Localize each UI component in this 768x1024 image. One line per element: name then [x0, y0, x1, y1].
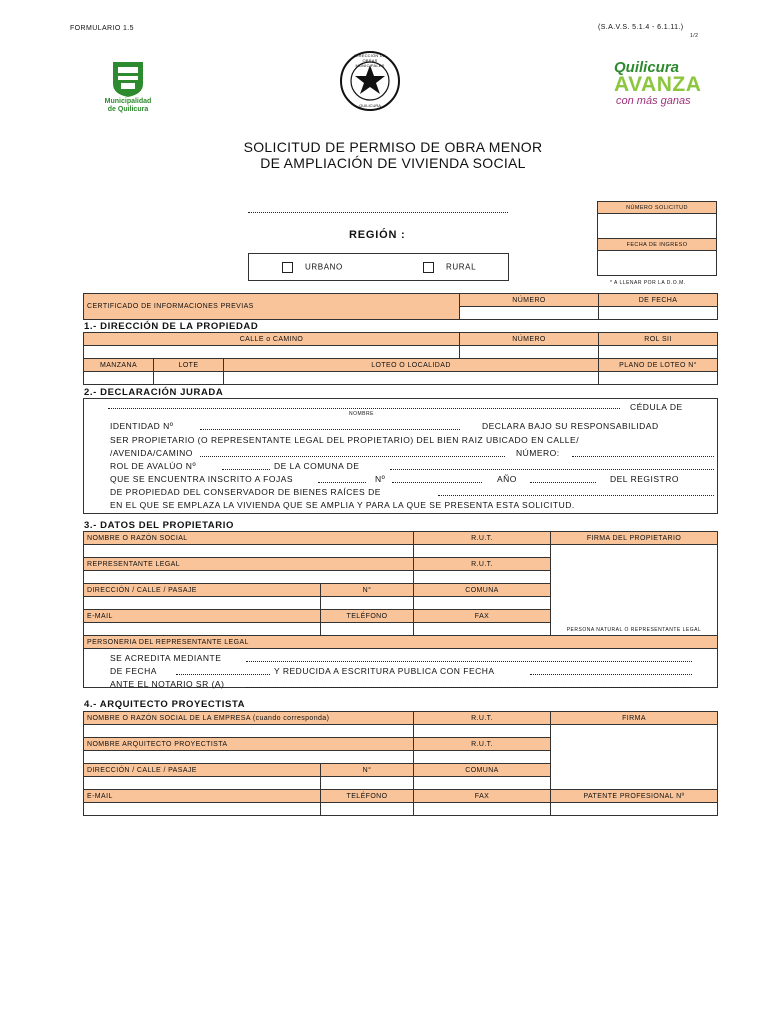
manzana-label: MANZANA	[84, 359, 154, 372]
certificado-numero-label: NÚMERO	[460, 294, 599, 307]
arq-comuna-field[interactable]	[414, 777, 551, 790]
prop-telefono-label: TELÉFONO	[321, 610, 414, 623]
fecha-ingreso-field[interactable]	[598, 251, 717, 276]
arquitecto-rut-field[interactable]	[414, 751, 551, 764]
firma-arquitecto-field[interactable]	[551, 725, 718, 790]
rol-avaluo-label: ROL DE AVALÚO Nº	[110, 461, 197, 471]
propietario-rut-label: R.U.T.	[414, 532, 551, 545]
anio-line[interactable]	[530, 482, 596, 483]
arq-direccion-field[interactable]	[84, 777, 321, 790]
certificado-fecha-label: DE FECHA	[599, 294, 718, 307]
brand-tagline: con más ganas	[616, 95, 691, 107]
notario-line[interactable]	[246, 687, 692, 688]
reducida-label: Y REDUCIDA A ESCRITURA PUBLICA CON FECHA	[274, 666, 495, 676]
numero-solicitud-label: NÚMERO SOLICITUD	[598, 202, 717, 214]
prop-fax-field[interactable]	[414, 623, 551, 636]
de-fecha-label: DE FECHA	[110, 666, 157, 676]
personeria-label: PERSONERIA DEL REPRESENTANTE LEGAL	[84, 636, 718, 649]
section-3-title: 3.- DATOS DEL PROPIETARIO	[84, 520, 234, 531]
anio-label: AÑO	[497, 474, 517, 484]
rural-label: RURAL	[446, 262, 477, 272]
declara-text: DECLARA BAJO SU RESPONSABILIDAD	[482, 421, 659, 431]
patente-label: PATENTE PROFESIONAL Nº	[551, 790, 718, 803]
arq-fax-field[interactable]	[414, 803, 551, 816]
nombre-line[interactable]	[108, 408, 620, 409]
brand-logo	[614, 60, 714, 107]
municipality-logo	[96, 60, 160, 114]
seal-top-text: DIRECCIÓN DE OBRAS MUNICIPALES	[354, 53, 386, 68]
rol-sii-field[interactable]	[599, 346, 718, 359]
arq-email-label: E-MAIL	[84, 790, 321, 803]
urbano-label: URBANO	[305, 262, 343, 272]
rol-sii-label: ROL SII	[599, 333, 718, 346]
prop-comuna-label: COMUNA	[414, 584, 551, 597]
empresa-label: NOMBRE O RAZÓN SOCIAL DE LA EMPRESA (cuando corresponda)	[84, 712, 414, 725]
propietario-rut-field[interactable]	[414, 545, 551, 558]
empresa-field[interactable]	[84, 725, 414, 738]
acredita-label: SE ACREDITA MEDIANTE	[110, 653, 222, 663]
page-title	[0, 139, 768, 171]
zone-box	[248, 253, 509, 281]
arq-email-field[interactable]	[84, 803, 321, 816]
dir-numero-field[interactable]	[460, 346, 599, 359]
page-title-line-2: DE AMPLIACIÓN DE VIVIENDA SOCIAL	[260, 155, 526, 171]
certificado-numero-field[interactable]	[460, 307, 599, 320]
firma-propietario-field[interactable]	[551, 545, 718, 636]
form-id: FORMULARIO 1.5	[70, 25, 134, 32]
arq-n-label: N°	[321, 764, 414, 777]
nombre-caption: NOMBRE	[349, 411, 374, 417]
arq-n-field[interactable]	[321, 777, 414, 790]
dom-note: * A LLENAR POR LA D.O.M.	[610, 280, 686, 286]
seal-bottom-text: QUILICURA	[359, 103, 381, 108]
dir-numero-label: NÚMERO	[460, 333, 599, 346]
urbano-option[interactable]	[282, 262, 343, 273]
identidad-line[interactable]	[200, 429, 460, 430]
prop-comuna-field[interactable]	[414, 597, 551, 610]
fojas-label: QUE SE ENCUENTRA INSCRITO A FOJAS	[110, 474, 294, 484]
numero-solicitud-field[interactable]	[598, 214, 717, 239]
lote-label: LOTE	[154, 359, 224, 372]
razon-social-field[interactable]	[84, 545, 414, 558]
de-fecha-line[interactable]	[176, 674, 270, 675]
manzana-field[interactable]	[84, 372, 154, 385]
prop-direccion-label: DIRECCIÓN / CALLE / PASAJE	[84, 584, 321, 597]
prop-email-field[interactable]	[84, 623, 321, 636]
arq-comuna-label: COMUNA	[414, 764, 551, 777]
section-1-title: 1.- DIRECCIÓN DE LA PROPIEDAD	[84, 321, 259, 332]
section-4-title: 4.- ARQUITECTO PROYECTISTA	[84, 699, 246, 710]
emplaza-text: EN EL QUE SE EMPLAZA LA VIVIENDA QUE SE AMPLIA Y PARA LA QUE SE PRESENTA ESTA SOLICITUD.	[110, 500, 575, 510]
rol-avaluo-line[interactable]	[222, 469, 270, 470]
n-label: Nº	[375, 474, 386, 484]
arq-direccion-label: DIRECCIÓN / CALLE / PASAJE	[84, 764, 321, 777]
avenida-numero-label: NÚMERO:	[516, 448, 560, 458]
firma-arquitecto-label: FIRMA	[551, 712, 718, 725]
calle-label: CALLE o CAMINO	[84, 333, 460, 346]
municipality-name-2: de Quilicura	[107, 106, 149, 113]
fojas-line[interactable]	[318, 482, 366, 483]
conservador-label: DE PROPIEDAD DEL CONSERVADOR DE BIENES RAÍCES DE	[110, 487, 381, 497]
conservador-line[interactable]	[438, 495, 714, 496]
certificado-fecha-field[interactable]	[599, 307, 718, 320]
arq-fax-label: FAX	[414, 790, 551, 803]
cedula-label: CÉDULA DE	[630, 402, 683, 412]
region-label: REGIÓN :	[349, 229, 406, 241]
prop-email-label: E-MAIL	[84, 610, 321, 623]
empresa-rut-label: R.U.T.	[414, 712, 551, 725]
page-number: 1/2	[690, 33, 699, 39]
urbano-checkbox[interactable]	[282, 262, 293, 273]
section-2-title: 2.- DECLARACIÓN JURADA	[84, 387, 224, 398]
avenida-line[interactable]	[200, 456, 505, 457]
rep-legal-label: REPRESENTANTE LEGAL	[84, 558, 414, 571]
rep-rut-field[interactable]	[414, 571, 551, 584]
comuna-label: DE LA COMUNA DE	[274, 461, 360, 471]
prop-telefono-field[interactable]	[321, 623, 414, 636]
razon-social-label: NOMBRE O RAZÓN SOCIAL	[84, 532, 414, 545]
solicitud-table	[597, 201, 717, 276]
rep-legal-field[interactable]	[84, 571, 414, 584]
certificado-label: CERTIFICADO DE INFORMACIONES PREVIAS	[84, 294, 460, 320]
arquitecto-field[interactable]	[84, 751, 414, 764]
prop-direccion-field[interactable]	[84, 597, 321, 610]
n-line[interactable]	[392, 482, 482, 483]
avenida-label: /AVENIDA/CAMINO	[110, 448, 193, 458]
arq-telefono-field[interactable]	[321, 803, 414, 816]
comuna-line[interactable]	[390, 469, 714, 470]
prop-n-label: N°	[321, 584, 414, 597]
form-code: (S.A.V.S. 5.1.4 - 6.1.11.)	[598, 24, 684, 31]
certificado-table	[83, 293, 718, 320]
brand-name: Quilicura	[614, 59, 680, 76]
propietario-table	[83, 531, 718, 688]
page-title-line-1: SOLICITUD DE PERMISO DE OBRA MENOR	[243, 139, 543, 155]
reducida-line[interactable]	[530, 674, 692, 675]
acredita-line[interactable]	[246, 661, 692, 662]
arq-telefono-label: TELÉFONO	[321, 790, 414, 803]
notario-label: ANTE EL NOTARIO SR (A)	[110, 679, 225, 689]
identidad-label: IDENTIDAD Nº	[110, 421, 174, 431]
patente-field[interactable]	[551, 803, 718, 816]
dom-seal	[339, 50, 401, 112]
arquitecto-table	[83, 711, 718, 816]
loteo-label: LOTEO O LOCALIDAD	[224, 359, 599, 372]
calle-field[interactable]	[84, 346, 460, 359]
avenida-numero-line[interactable]	[572, 456, 714, 457]
region-name-line[interactable]	[248, 212, 508, 213]
plano-label: PLANO DE LOTEO N°	[599, 359, 718, 372]
firma-propietario-label: FIRMA DEL PROPIETARIO	[551, 532, 718, 545]
rural-checkbox[interactable]	[423, 262, 434, 273]
municipality-shield-icon	[111, 60, 145, 98]
persona-natural-caption: PERSONA NATURAL O REPRESENTANTE LEGAL	[566, 627, 702, 633]
plano-field[interactable]	[599, 372, 718, 385]
loteo-field[interactable]	[224, 372, 599, 385]
lote-field[interactable]	[154, 372, 224, 385]
municipality-name-1: Municipalidad	[104, 98, 152, 105]
direccion-table	[83, 332, 718, 385]
rural-option[interactable]	[423, 262, 476, 273]
registro-label: DEL REGISTRO	[610, 474, 679, 484]
fecha-ingreso-label: FECHA DE INGRESO	[598, 239, 717, 251]
empresa-rut-field[interactable]	[414, 725, 551, 738]
rep-rut-label: R.U.T.	[414, 558, 551, 571]
arquitecto-rut-label: R.U.T.	[414, 738, 551, 751]
ser-propietario-text: SER PROPIETARIO (O REPRESENTANTE LEGAL DEL PROPIETARIO) DEL BIEN RAIZ UBICADO EN CALLE/	[110, 435, 580, 445]
prop-n-field[interactable]	[321, 597, 414, 610]
brand-slogan: AVANZA	[614, 73, 702, 96]
arquitecto-label: NOMBRE ARQUITECTO PROYECTISTA	[84, 738, 414, 751]
prop-fax-label: FAX	[414, 610, 551, 623]
